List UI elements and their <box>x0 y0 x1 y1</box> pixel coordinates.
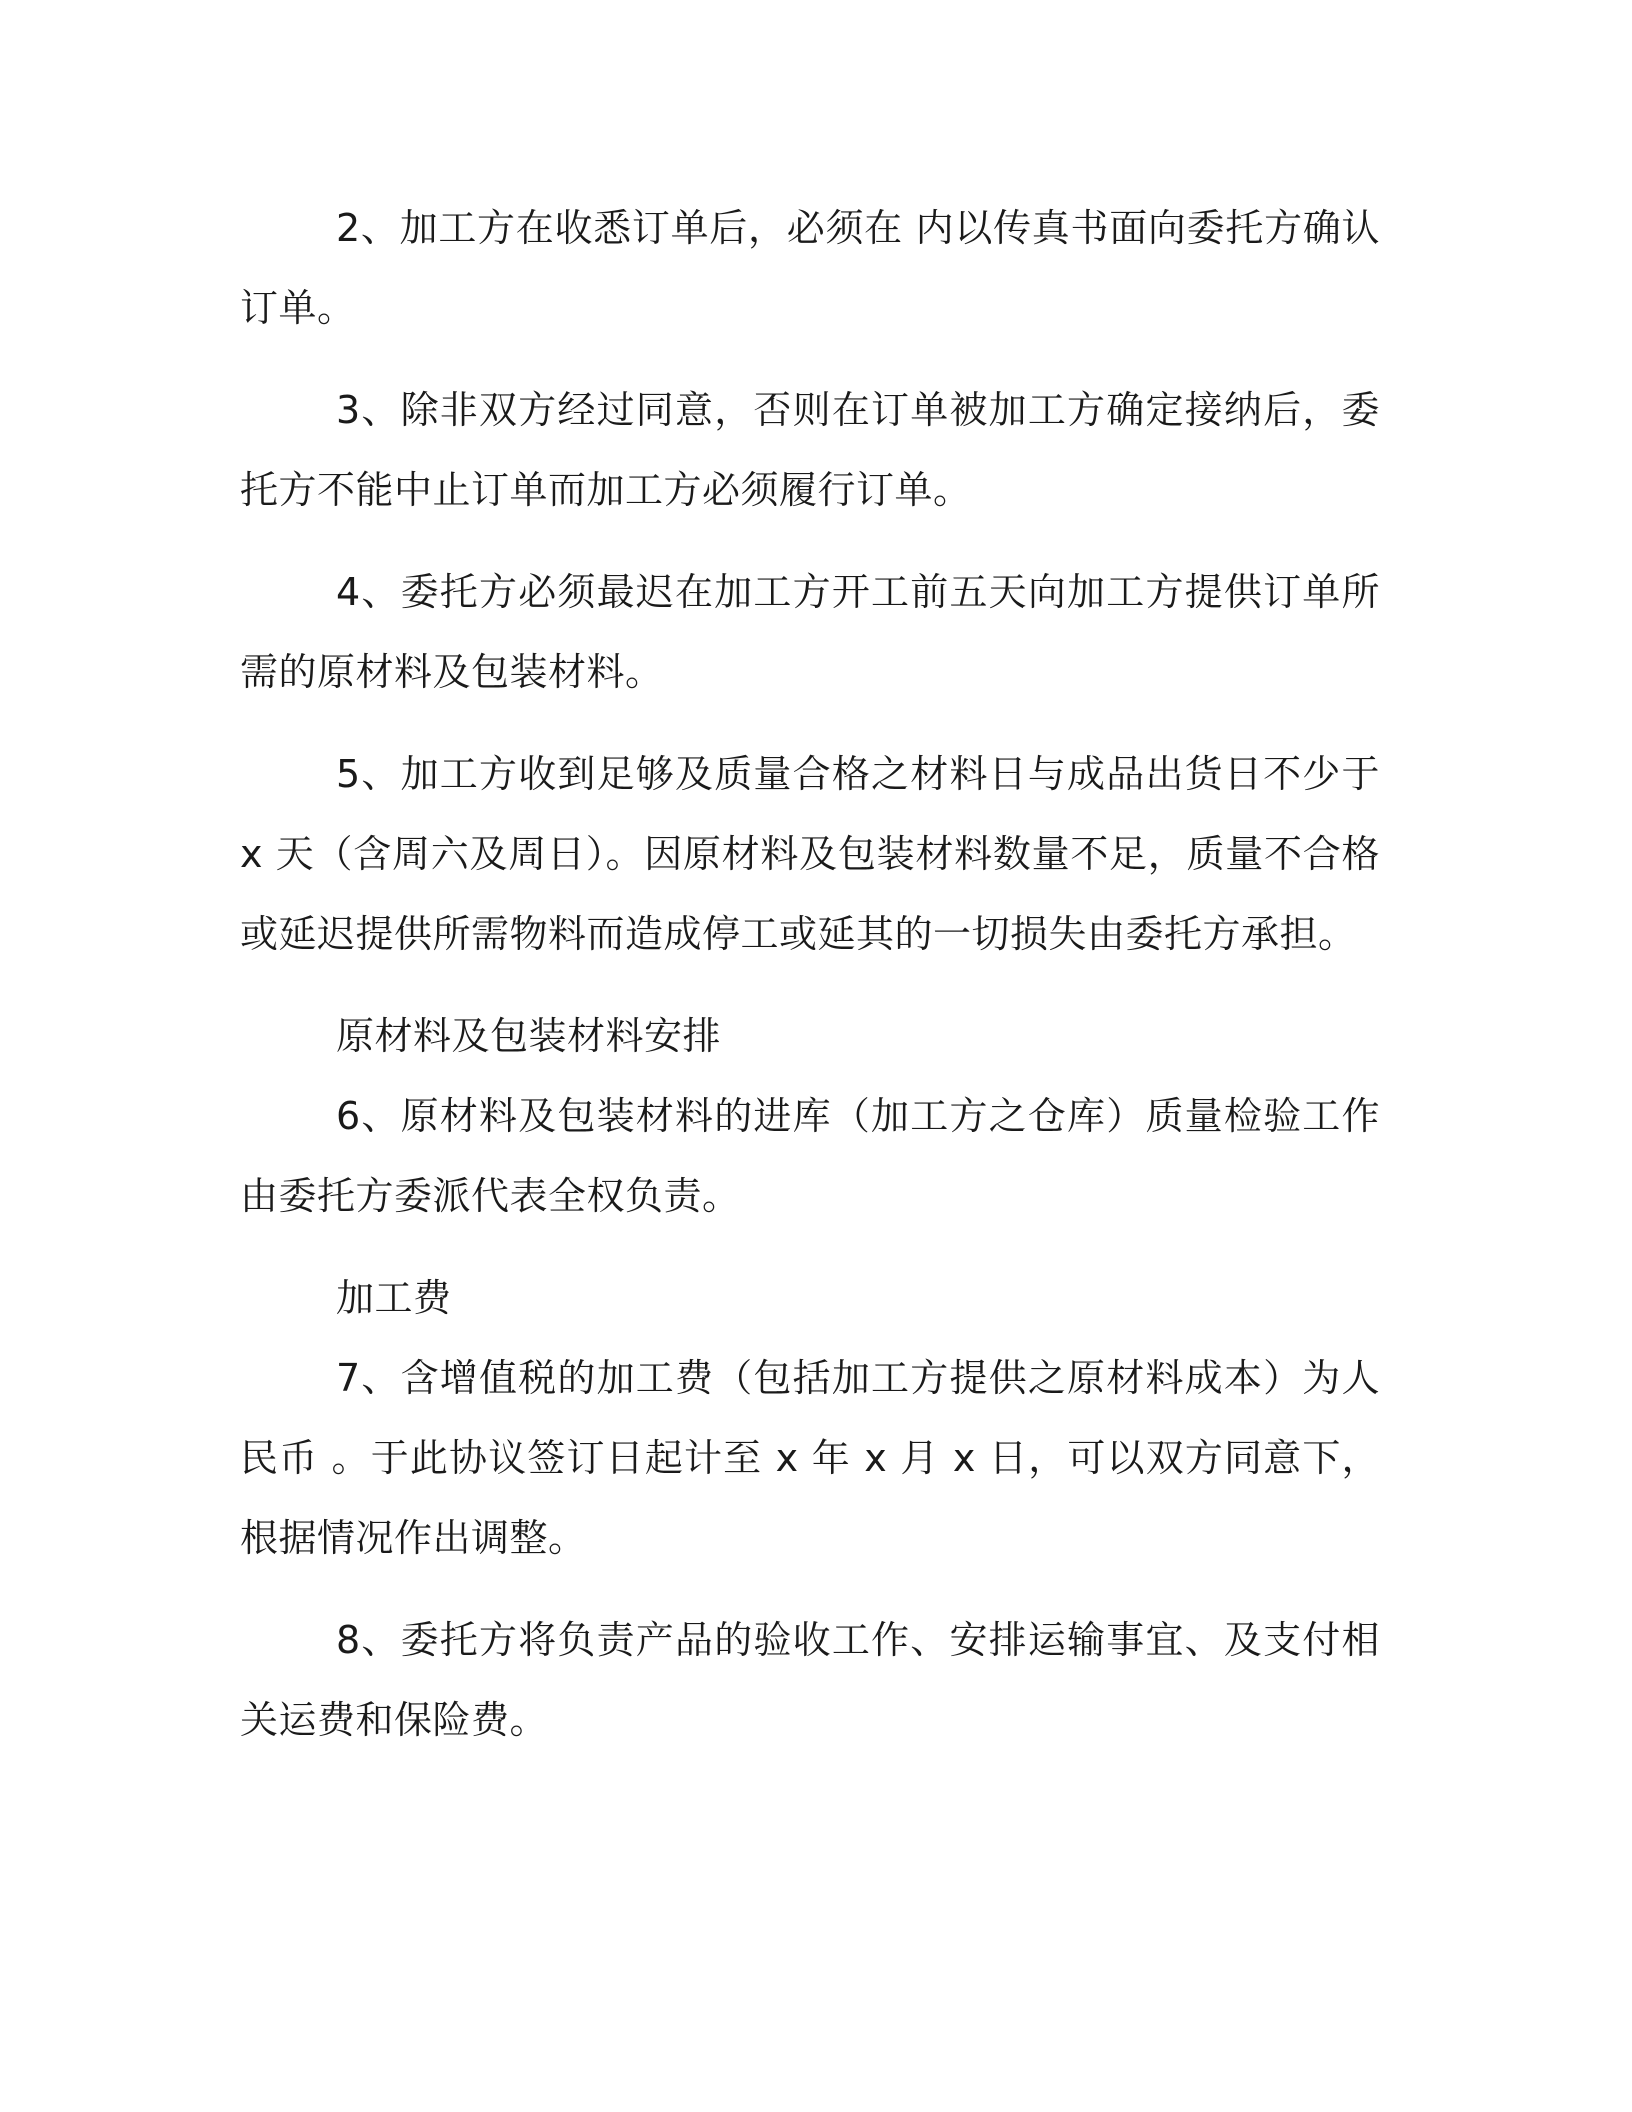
clause-7: 7、含增值税的加工费（包括加工方提供之原材料成本）为人民币 。于此协议签订日起计至 x 年 x 月 x 日，可以双方同意下，根据情况作出调整。 <box>240 1356 1380 1560</box>
document-body <box>240 188 1380 1760</box>
section-heading-processing-fee: 加工费 <box>336 1276 452 1320</box>
clause-6: 6、原材料及包装材料的进库（加工方之仓库）质量检验工作由委托方委派代表全权负责。 <box>240 1094 1380 1218</box>
clause-2: 2、加工方在收悉订单后，必须在 内以传真书面向委托方确认订单。 <box>240 206 1380 330</box>
clause-5: 5、加工方收到足够及质量合格之材料日与成品出货日不少于 x 天（含周六及周日）。因原材料及包装材料数量不足，质量不合格或延迟提供所需物料而造成停工或延其的一切损失由委托方承担。 <box>240 752 1380 956</box>
clause-3: 3、除非双方经过同意，否则在订单被加工方确定接纳后，委托方不能中止订单而加工方必须履行订单。 <box>240 388 1380 512</box>
section-heading-materials: 原材料及包装材料安排 <box>336 1014 722 1058</box>
clause-8: 8、委托方将负责产品的验收工作、安排运输事宜、及支付相关运费和保险费。 <box>240 1618 1380 1742</box>
clause-4: 4、委托方必须最迟在加工方开工前五天向加工方提供订单所需的原材料及包装材料。 <box>240 570 1380 694</box>
